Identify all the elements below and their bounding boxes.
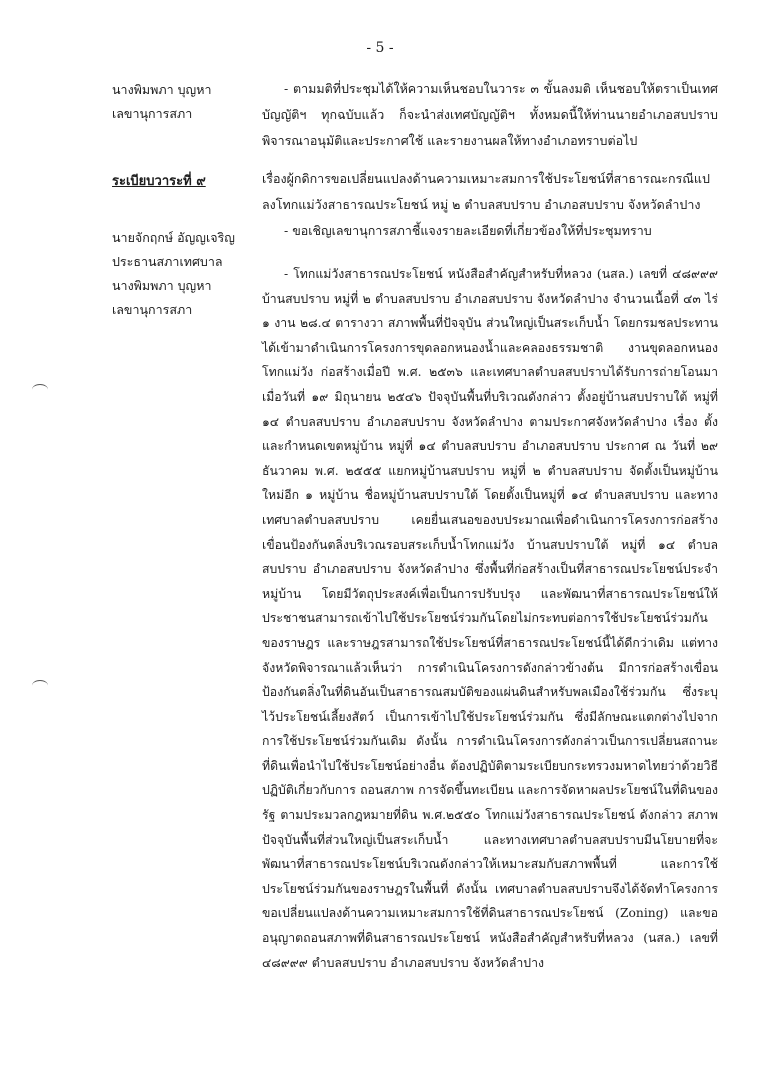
chair-role: ประธานสภาเทศบาล <box>112 254 223 269</box>
speaker-name-2: นางพิมพภา บุญหา <box>112 278 212 293</box>
agenda-note: - ขอเชิญเลขานุการสภาชี้แจงรายละเอียดที่เกี่ยวข้องให้ที่ประชุมทราบ <box>284 223 652 238</box>
section1-text-block <box>262 76 718 154</box>
agenda-title: เรื่องผู้กดิการขอเปลี่ยนแปลงด้านความเหมาะสมการใช้ประโยชน์ที่สาธารณะกรณีแปลงโทกแม่วังสาธารณประโยชน์ หมู่ ๒ ตำบลสบปราบ อำเภอสบปราบ จังหวัดลำปาง <box>262 171 710 212</box>
speaker-role: เลขานุการสภา <box>112 106 193 121</box>
section1-text: - ตามมติที่ประชุมได้ให้ความเห็นชอบในวาระ ๓ ขั้นลงมติ เห็นชอบให้ตราเป็นเทศบัญญัติฯ ทุกฉบับแล้ว ก็จะนำส่งเทศบัญญัติฯ ทั้งหมดนี้ให้ท่านนายอำเภอสบปราบพิจารณาอนุมัติและประกาศใช้ และรายงานผลให้ทางอำเภอทราบต่อไป <box>262 81 718 148</box>
punch-hole-mark <box>32 680 48 691</box>
section2-body: - โทกแม่วังสาธารณประโยชน์ หนังสือสำคัญสำหรับที่หลวง (นสล.) เลขที่ ๔๘๙๙๙ บ้านสบปราบ หมู่ที่ ๒ ตำบลสบปราบ อำเภอสบปราบ จังหวัดลำปาง จำนวนเนื้อที่ ๔๓ ไร่ ๑ งาน ๒๘.๔ ตารางวา สภาพพื้นที่ปัจจุบัน ส่วนใหญ่เป็นสระเก็บน้ำ โดยกรมชลประทาน ได้เข้ามาดำเนินการโครงการขุดลอกหนองน้ำและคลองธรรมชาติ งานขุดลอกหนองโทกแม่วัง ก่อสร้างเมื่อปี พ.ศ. ๒๕๓๖ และเทศบาลตำบลสบปราบได้รับการถ่ายโอนมาเมื่อวันที่ ๑๙ มิถุนายน ๒๕๔๖ ปัจจุบันพื้นที่บริเวณดังกล่าว ตั้งอยู่บ้านสบปราบใต้ หมู่ที่ ๑๔ ตำบลสบปราบ อำเภอสบปราบ จังหวัดลำปาง ตามประกาศจังหวัดลำปาง เรื่อง ตั้งและกำหนดเขตหมู่บ้าน หมู่ที่ ๑๔ ตำบลสบปราบ อำเภอสบปราบ ประกาศ ณ วันที่ ๒๙ ธันวาคม พ.ศ. ๒๕๕๕ แยกหมู่บ้านสบปราบ หมู่ที่ ๒ ตำบลสบปราบ จัดตั้งเป็นหมู่บ้านใหม่อีก ๑ หมู่บ้าน ชื่อหมู่บ้านสบปราบใต้ โดยตั้งเป็นหมู่ที่ ๑๔ ตำบลสบปราบ และทางเทศบาลตำบลสบปราบ เคยยื่นเสนอของบประมาณเพื่อดำเนินการโครงการก่อสร้าง เขื่อนป้องกันตลิ่งบริเวณรอบสระเก็บน้ำโทกแม่วัง บ้านสบปราบใต้ หมู่ที่ ๑๔ ตำบลสบปราบ อำเภอสบปราบ จังหวัดลำปาง ซึ่งพื้นที่ก่อสร้างเป็นที่สาธารณประโยชน์ประจำหมู่บ้าน โดยมีวัตถุประสงค์เพื่อเป็นการปรับปรุง และพัฒนาที่สาธารณประโยชน์ให้ประชาชนสามารถเข้าไปใช้ประโยชน์ร่วมกันโดยไม่กระทบต่อการใช้ประโยชน์ร่วมกันของราษฎร และราษฎรสามารถใช้ประโยชน์ที่สาธารณประโยชน์นี้ได้ดีกว่าเดิม แต่ทางจังหวัดพิจารณาแล้วเห็นว่า การดำเนินโครงการดังกล่าวข้างต้น มีการก่อสร้างเขื่อนป้องกันตลิ่งในที่ดินอันเป็นสาธารณสมบัติของแผ่นดินสำหรับพลเมืองใช้ร่วมกัน ซึ่งระบุไว้ประโยชน์เลี้ยงสัตว์ เป็นการเข้าไปใช้ประโยชน์ร่วมกัน ซึ่งมีลักษณะแตกต่างไปจากการใช้ประโยชน์ร่วมกันเดิม ดังนั้น การดำเนินโครงการดังกล่าวเป็นการเปลี่ยนสถานะ ที่ดินเพื่อนำไปใช้ประโยชน์อย่างอื่น ต้องปฏิบัติตามระเบียบกระทรวงมหาดไทยว่าด้วยวิธีปฏิบัติเกี่ยวกับการ ถอนสภาพ การจัดขึ้นทะเบียน และการจัดหาผลประโยชน์ในที่ดินของรัฐ ตามประมวลกฎหมายที่ดิน พ.ศ.๒๕๕๐ โทกแม่วังสาธารณประโยชน์ ดังกล่าว สภาพปัจจุบันพื้นที่ส่วนใหญ่เป็นสระเก็บน้ำ และทางเทศบาลตำบลสบปราบมีนโยบายที่จะพัฒนาที่สาธารณประโยชน์บริเวณดังกล่าวให้เหมาะสมกับสภาพพื้นที่ และการใช้ประโยชน์ร่วมกันของราษฎรในพื้นที่ ดังนั้น เทศบาลตำบลสบปราบจึงได้จัดทำโครงการขอเปลี่ยนแปลงด้านความเหมาะสมการใช้ที่ดินสาธารณประโยชน์ (Zoning) และขออนุญาตถอนสภาพที่ดินสาธารณประโยชน์ หนังสือสำคัญสำหรับที่หลวง (นสล.) เลขที่ ๔๘๙๙๙ ตำบลสบปราบ อำเภอสบปราบ จังหวัดลำปาง <box>262 267 718 970</box>
agenda-block <box>262 166 718 244</box>
speaker-name: นางพิมพภา บุญหา <box>112 82 212 97</box>
chair-name: นายจักฤกษ์ อัญญเจริญ <box>112 230 235 245</box>
section2-body-block <box>262 262 718 975</box>
agenda-label: ระเบียบวาระที่ ๙ <box>112 174 206 189</box>
speaker-block-2 <box>112 226 262 322</box>
page-number: - 5 - <box>366 40 394 56</box>
speaker-role-2: เลขานุการสภา <box>112 302 193 317</box>
punch-hole-mark <box>32 384 48 395</box>
speaker-block-1 <box>112 78 262 126</box>
